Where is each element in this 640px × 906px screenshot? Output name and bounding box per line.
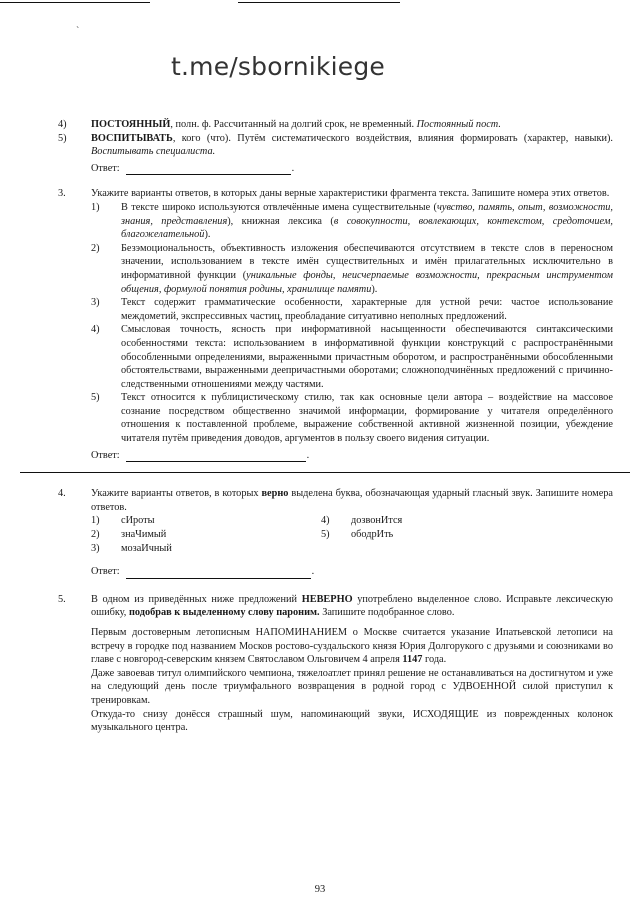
option-word: знаЧимый: [121, 529, 167, 541]
question-number: 3.: [58, 188, 66, 200]
option-word: ПОСТОЯННЫЙ: [91, 119, 171, 130]
top-rule-right: [238, 2, 400, 3]
option-number: 2): [91, 242, 100, 254]
q4-options: [91, 514, 613, 555]
option-definition: , полн. ф. Рассчитанный на долгий срок, не временный.: [170, 119, 415, 130]
answer-field[interactable]: [126, 163, 291, 175]
tick-mark: `: [76, 26, 80, 37]
bold-year: 1147: [402, 654, 423, 666]
answer-label: Ответ:: [91, 449, 120, 461]
option-text: ), книжная лексика (: [227, 215, 334, 227]
option-italic: уникальные фонды, неисчерпаемые возможности, прекрасным инструментом общения, формулой понятия родины, хранилище памяти: [121, 269, 613, 295]
q3-option: [91, 201, 613, 242]
question-prompt: Укажите варианты ответов, в которых даны верные характеристики фрагмента текста. Запишите номера этих ответов.: [91, 188, 610, 200]
q4-answer: Ответ: .: [91, 566, 315, 578]
option-text: Смысловая точность, ясность при информативной насыщенности обеспечиваются синтаксическими особенностями текста: использованием в информативной функции конструкций с распространёнными обособленными определениями, выраженными причастным оборотом, и распространёнными обособленными обстоятельствами, выраженными деепричастными оборотами; сложноподчинённых предложений с причинно-следственными отношениями между частями.: [121, 324, 613, 390]
question-prompt: Укажите варианты ответов, в которых: [91, 488, 262, 500]
question-4: [58, 487, 613, 579]
option-number: 4): [58, 119, 67, 130]
option-italic: чувство, память, опыт, возможности, знания, представления: [121, 201, 614, 227]
question-prompt: В одном из приведённых ниже предложений: [91, 593, 302, 605]
q4-option: 5) ободрИть: [321, 529, 394, 541]
question-prompt: употреблено выделенное слово. Исправьте лексическую ошибку,: [91, 593, 613, 619]
q4-option: 1) сИроты: [91, 515, 155, 527]
option-word: мозаИчный: [121, 542, 172, 554]
answer-label: Ответ:: [91, 162, 120, 174]
option-definition: , кого (что). Путём систематического воздействия, влияния формировать (характер, навыки).: [172, 132, 613, 144]
question-prompt: выделена буква, обозначающая ударный гласный звук. Запишите номера ответов.: [91, 488, 613, 513]
q3-answer: Ответ: .: [91, 449, 310, 461]
question-5: [58, 593, 613, 735]
answer-label: Ответ:: [91, 566, 120, 578]
question-prompt-bold: подобрав к выделенному слову пароним.: [128, 607, 320, 619]
page-content: [58, 118, 613, 735]
q5-sentence: Откуда-то снизу донёсся страшный шум, напоминающий звуки, ИСХОДЯЩИЕ из поврежденных колонок музыкального центра.: [91, 708, 613, 734]
watermark: t.me/sbornikiege: [171, 52, 385, 81]
option-italic: в совокупности, вовлекающих, контекстом, средоточием, благожелательной: [121, 215, 613, 241]
option-number: 5): [58, 132, 67, 144]
q3-option: [91, 296, 613, 323]
highlighted-word: УДВОЕННОЙ: [452, 681, 517, 693]
q4-option: 2) знаЧимый: [91, 529, 167, 541]
question-number: 4.: [58, 488, 66, 500]
question-3: [58, 187, 613, 462]
option-number: 3): [91, 297, 100, 309]
option-example: Воспитывать специалиста.: [91, 146, 216, 158]
q2-option-4: [58, 118, 613, 132]
q2-answer: Ответ: .: [91, 162, 295, 174]
option-word: ободрИть: [351, 529, 394, 541]
option-text: ).: [371, 283, 378, 295]
option-example: Постоянный пост.: [416, 119, 501, 130]
option-number: 4): [91, 324, 100, 336]
q4-option: 3) мозаИчный: [91, 542, 172, 554]
answer-field[interactable]: [126, 450, 306, 462]
option-text: Безэмоциональность, объективность изложения обеспечиваются отсутствием в тексте слов в переносном значении, использованием в тексте имён существительных и имён прилагательных исключительно в информативной функции (: [121, 242, 613, 281]
question-prompt-bold: НЕВЕРНО: [301, 593, 353, 605]
q5-sentence: Первым достоверным летописным НАПОМИНАНИЕМ о Москве считается указание Ипатьевской летописи на встречу в городке под названием Москов ростово-суздальского князя Юрия Долгорукого с друзьями и союзниками во главе с новгород-северским князем Святославом Ольговичем 4 апреля 1147 года.: [91, 627, 613, 666]
q3-option: [91, 323, 613, 391]
option-number: 1): [91, 201, 100, 213]
option-text: Текст содержит грамматические особенности, характерные для устной речи: частое использование междометий, экспрессивных частиц, преобладание ситуативно неполных предложений.: [121, 297, 613, 322]
question-prompt-bold: верно: [261, 488, 289, 500]
section-divider: [20, 472, 630, 473]
option-text: В тексте широко используются отвлечённые имена существительные (: [121, 201, 437, 213]
option-word: сИроты: [121, 515, 155, 527]
option-word: ВОСПИТЫВАТЬ: [91, 132, 173, 144]
option-number: 5): [91, 392, 100, 404]
question-number: 5.: [58, 593, 66, 605]
q3-options: [91, 201, 613, 446]
highlighted-word: ИСХОДЯЩИЕ: [412, 708, 479, 720]
option-text: Текст относится к публицистическому стилю, так как основные цели автора – воздействие на массовое сознание посредством общественно значимой информации, формирование у читателя определённого отношения к поставленной проблеме, выражение собственной активной жизненной позиции, убеждение читателя путём приведения доводов, аргументов в пользу своего видения ситуации.: [121, 392, 613, 445]
highlighted-word: НАПОМИНАНИЕМ: [255, 627, 348, 638]
q5-sentence: Даже завоевав титул олимпийского чемпиона, тяжелоатлет принял решение не останавливаться на достигнутом и уже на следующий день после триумфального возвращения в родной город с УДВОЕННОЙ силой приступил к тренировкам.: [91, 667, 614, 706]
page-number: 93: [314, 884, 326, 895]
option-text: ).: [204, 229, 211, 241]
q3-option: [91, 391, 613, 445]
q4-option: 4) дозвонИтся: [321, 515, 403, 527]
question-prompt: Запишите подобранное слово.: [319, 607, 455, 619]
q2-option-5: [58, 132, 613, 159]
answer-field[interactable]: [126, 567, 311, 579]
top-rule-left: [0, 2, 150, 3]
option-word: дозвонИтся: [351, 515, 403, 527]
q3-option: [91, 242, 613, 296]
